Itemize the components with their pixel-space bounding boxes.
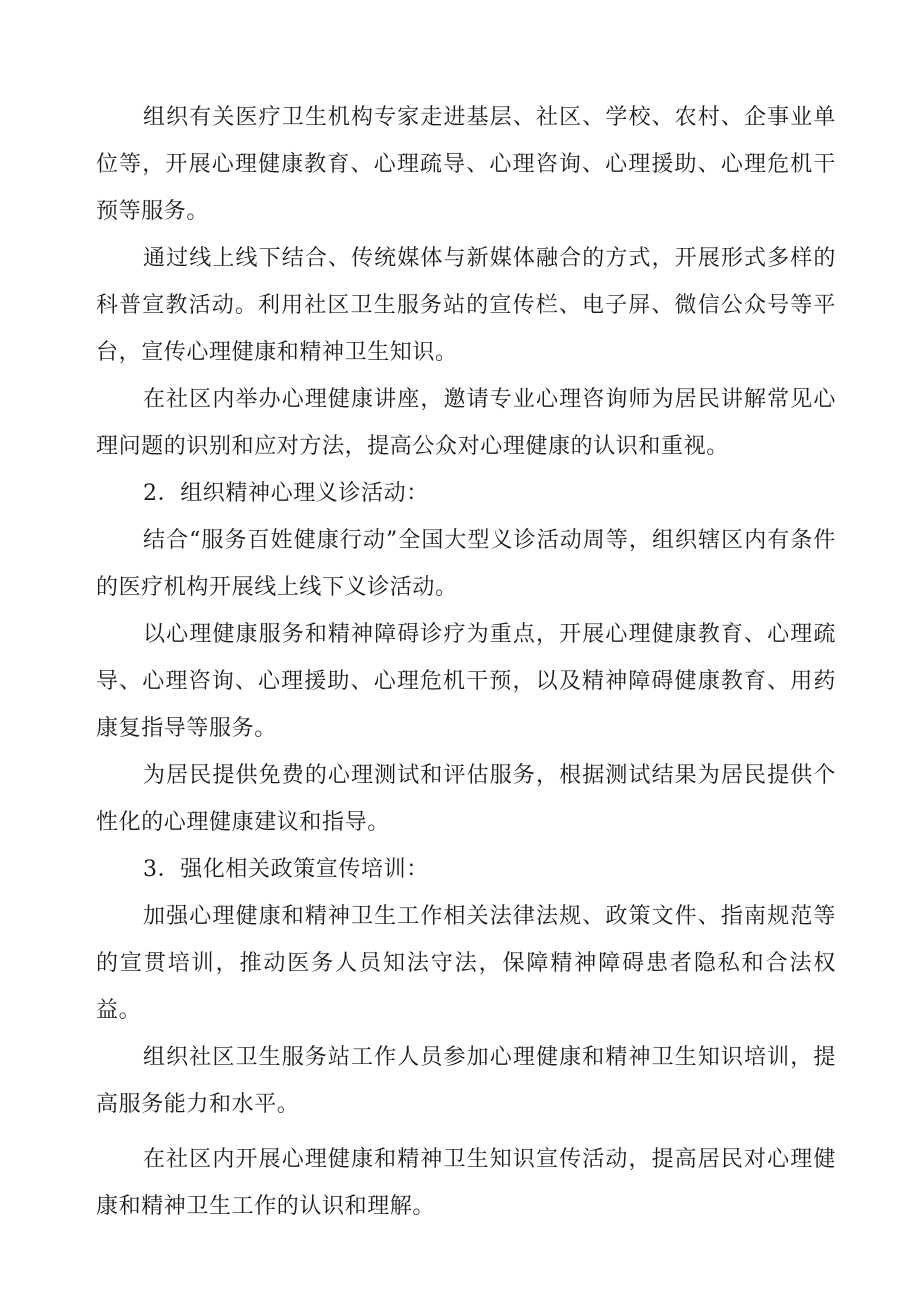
paragraph-community-lectures: 在社区内举办心理健康讲座，邀请专业心理咨询师为居民讲解常见心理问题的识别和应对方法，提高公众对心理健康的认识和重视。 bbox=[96, 387, 836, 459]
document-body bbox=[96, 94, 836, 1230]
section-heading-free-clinic: 2．组织精神心理义诊活动： bbox=[143, 481, 429, 506]
paragraph-expert-outreach: 组织有关医疗卫生机构专家走进基层、社区、学校、农村、企事业单位等，开展心理健康教育、心理疏导、心理咨询、心理援助、心理危机干预等服务。 bbox=[96, 105, 836, 224]
paragraph-free-assessment: 为居民提供免费的心理测试和评估服务，根据测试结果为居民提供个性化的心理健康建议和指导。 bbox=[96, 763, 836, 835]
paragraph-community-awareness: 在社区内开展心理健康和精神卫生知识宣传活动，提高居民对心理健康和精神卫生工作的认识和理解。 bbox=[96, 1147, 836, 1219]
paragraph-clinic-week: 结合“服务百姓健康行动”全国大型义诊活动周等，组织辖区内有条件的医疗机构开展线上线下义诊活动。 bbox=[96, 528, 836, 600]
paragraph-clinic-focus: 以心理健康服务和精神障碍诊疗为重点，开展心理健康教育、心理疏导、心理咨询、心理援助、心理危机干预，以及精神障碍健康教育、用药康复指导等服务。 bbox=[96, 622, 836, 741]
paragraph-staff-training: 组织社区卫生服务站工作人员参加心理健康和精神卫生知识培训，提高服务能力和水平。 bbox=[96, 1045, 836, 1117]
paragraph-online-offline-education: 通过线上线下结合、传统媒体与新媒体融合的方式，开展形式多样的科普宣教活动。利用社区卫生服务站的宣传栏、电子屏、微信公众号等平台，宣传心理健康和精神卫生知识。 bbox=[96, 246, 836, 365]
paragraph-law-training: 加强心理健康和精神卫生工作相关法律法规、政策文件、指南规范等的宣贯培训，推动医务人员知法守法，保障精神障碍患者隐私和合法权益。 bbox=[96, 904, 836, 1023]
section-heading-policy-training: 3．强化相关政策宣传培训： bbox=[143, 857, 429, 882]
